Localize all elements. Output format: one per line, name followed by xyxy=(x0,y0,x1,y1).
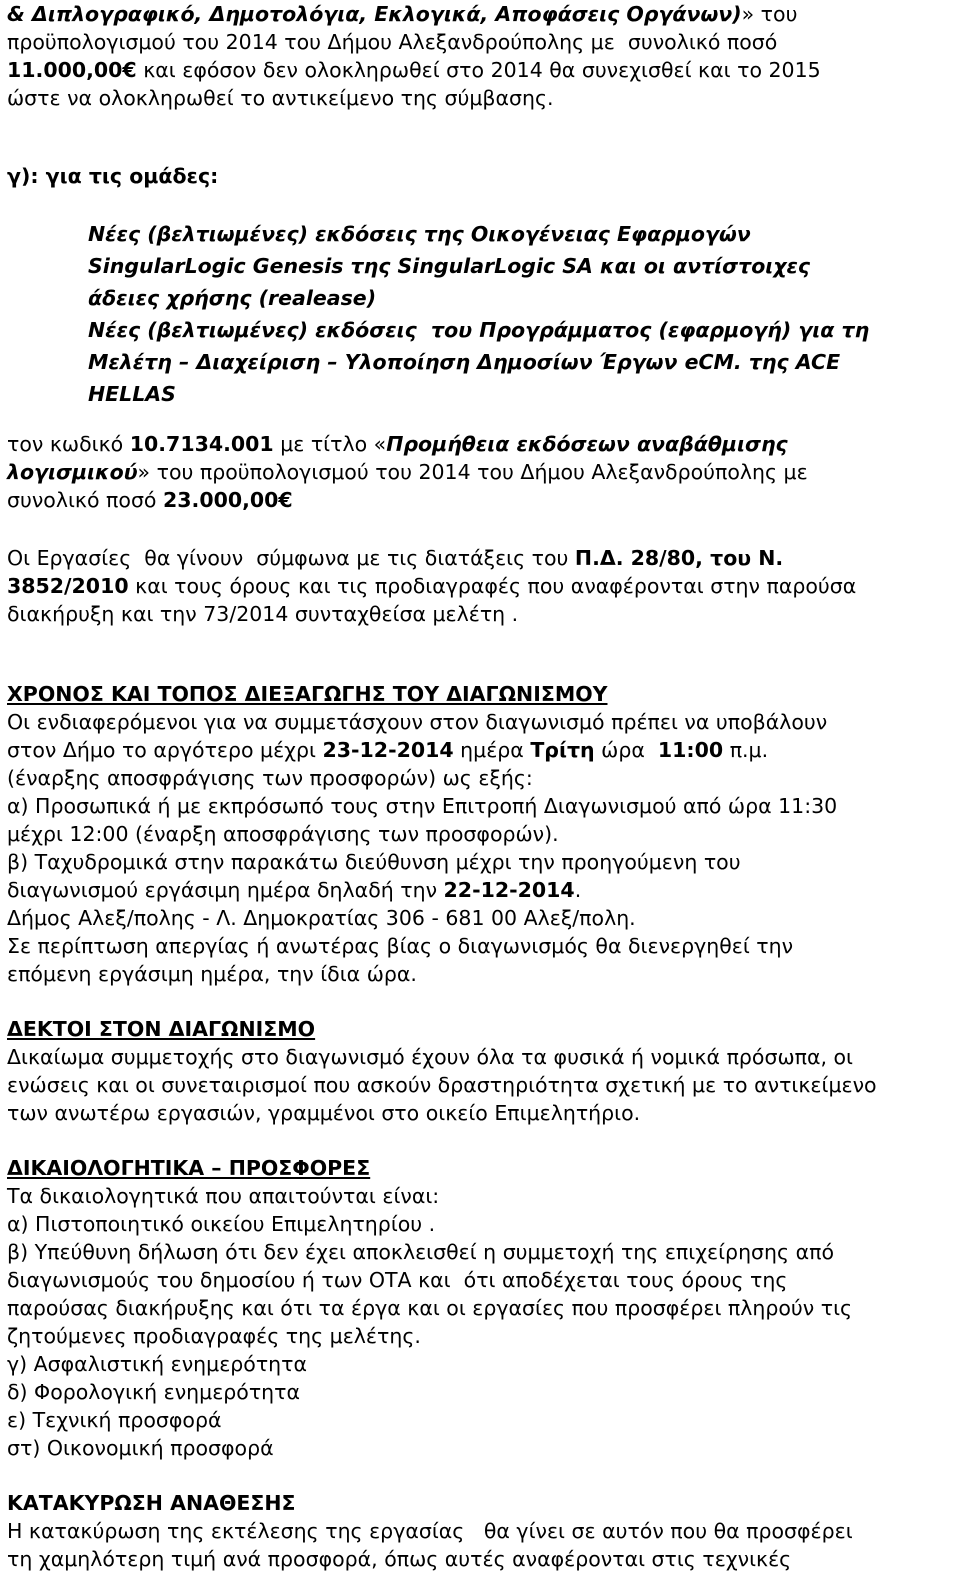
works-line-2 xyxy=(7,572,856,600)
accepted-heading: ΔΕΚΤΟΙ ΣΤΟΝ ΔΙΑΓΩΝΙΣΜΟ xyxy=(7,1017,316,1041)
docs-line: στ) Οικονομική προσφορά xyxy=(7,1436,274,1460)
deadline-text: ώρα xyxy=(594,738,658,762)
works-text: Οι Εργασίες θα γίνουν σύμφωνα με τις διατάξεις του xyxy=(7,546,575,570)
works-law-number: 3852/2010 xyxy=(7,574,129,598)
supply-title: Προμήθεια εκδόσεων αναβάθμισης xyxy=(386,432,788,456)
accepted-line: των ανωτέρω εργασιών, γραμμένοι στο οικείο Επιμελητήριο. xyxy=(7,1101,641,1125)
deadline-text: στον Δήμο το αργότερο μέχρι xyxy=(7,738,323,762)
intro-amount: 11.000,00€ xyxy=(7,58,137,82)
time-place-line: μέχρι 12:00 (έναρξη αποσφράγισης των προσφορών). xyxy=(7,822,559,846)
intro-text: και εφόσον δεν ολοκληρωθεί στο 2014 θα συνεχισθεί και το 2015 xyxy=(136,58,821,82)
works-line-3: διακήρυξη και την 73/2014 συνταχθείσα μελέτη . xyxy=(7,602,519,626)
works-law: Π.Δ. 28/80, του Ν. xyxy=(574,546,784,570)
intro-bold-title: & Διπλογραφικό, Δημοτολόγια, Εκλογικά, Αποφάσεις Οργάνων) xyxy=(7,2,742,26)
deadline-day: Τρίτη xyxy=(530,738,595,762)
supply-title: λογισμικού xyxy=(7,460,138,484)
time-place-line: Οι ενδιαφερόμενοι για να συμμετάσχουν στον διαγωνισμό πρέπει να υποβάλουν xyxy=(7,710,828,734)
works-text: και τους όρους και τις προδιαγραφές που αναφέρονται στην παρούσα xyxy=(128,574,857,598)
docs-heading: ΔΙΚΑΙΟΛΟΓΗΤΙΚΑ – ΠΡΟΣΦΟΡΕΣ xyxy=(7,1156,371,1180)
docs-line: α) Πιστοποιητικό οικείου Επιμελητηρίου . xyxy=(7,1212,436,1236)
group-c-heading: γ): για τις ομάδες: xyxy=(7,164,219,188)
deadline-time: 11:00 xyxy=(657,738,724,762)
group-c-item: SingularLogic Genesis της SingularLogic SA και οι αντίστοιχες xyxy=(88,254,811,278)
code-line-2 xyxy=(7,458,808,486)
deadline-date: 23-12-2014 xyxy=(322,738,454,762)
time-place-line xyxy=(7,876,581,904)
time-place-line: Σε περίπτωση απεργίας ή ανωτέρας βίας ο διαγωνισμός θα διενεργηθεί την xyxy=(7,934,794,958)
deadline-text: ημέρα xyxy=(453,738,531,762)
time-place-address: Δήμος Αλεξ/πολης - Λ. Δημοκρατίας 306 - 681 00 Αλεξ/πολη. xyxy=(7,906,636,930)
intro-line-4: ώστε να ολοκληρωθεί το αντικείμενο της σύμβασης. xyxy=(7,86,554,110)
code-mid: με τίτλο « xyxy=(273,432,387,456)
amount-line xyxy=(7,486,293,514)
group-c-item: άδειες χρήσης (realease) xyxy=(88,286,377,310)
docs-line: ε) Τεχνική προσφορά xyxy=(7,1408,222,1432)
code-rest: » του προϋπολογισμού του 2014 του Δήμου Αλεξανδρούπολης με xyxy=(137,460,808,484)
docs-line: Τα δικαιολογητικά που απαιτούνται είναι: xyxy=(7,1184,440,1208)
docs-line: δ) Φορολογική ενημερότητα xyxy=(7,1380,301,1404)
docs-line: διαγωνισμούς του δημοσίου ή των ΟΤΑ και ότι αποδέχεται τους όρους της xyxy=(7,1268,788,1292)
intro-text: » του xyxy=(741,2,798,26)
intro-line-1 xyxy=(7,0,797,28)
time-place-line: (έναρξης αποσφράγισης των προσφορών) ως εξής: xyxy=(7,766,533,790)
time-place-line: β) Ταχυδρομικά στην παρακάτω διεύθυνση μέχρι την προηγούμενη του xyxy=(7,850,741,874)
group-c-item: Μελέτη – Διαχείριση – Υλοποίηση Δημοσίων Έργων eCM. της ACE xyxy=(88,350,841,374)
accepted-line: ενώσεις και οι συνεταιρισμοί που ασκούν δραστηριότητα σχετική με το αντικείμενο xyxy=(7,1073,877,1097)
amount-prefix: συνολικό ποσό xyxy=(7,488,163,512)
group-c-item: Νέες (βελτιωμένες) εκδόσεις της Οικογένειας Εφαρμογών xyxy=(88,222,751,246)
time-place-heading: ΧΡΟΝΟΣ ΚΑΙ ΤΟΠΟΣ ΔΙΕΞΑΓΩΓΗΣ ΤΟΥ ΔΙΑΓΩΝΙΣΜΟΥ xyxy=(7,682,608,706)
time-place-line: α) Προσωπικά ή με εκπρόσωπό τους στην Επιτροπή Διαγωνισμού από ώρα 11:30 xyxy=(7,794,838,818)
award-line: Η κατακύρωση της εκτέλεσης της εργασίας θα γίνει σε αυτόν που θα προσφέρει xyxy=(7,1519,853,1543)
intro-line-3 xyxy=(7,56,821,84)
group-c-item: HELLAS xyxy=(88,382,176,406)
code-value: 10.7134.001 xyxy=(129,432,274,456)
code-line xyxy=(7,430,788,458)
award-heading: ΚΑΤΑΚΥΡΩΣΗ ΑΝΑΘΕΣΗΣ xyxy=(7,1491,296,1515)
postal-date: 22-12-2014 xyxy=(443,878,575,902)
accepted-line: Δικαίωμα συμμετοχής στο διαγωνισμό έχουν όλα τα φυσικά ή νομικά πρόσωπα, οι xyxy=(7,1045,853,1069)
code-prefix: τον κωδικό xyxy=(7,432,130,456)
postal-text: διαγωνισμού εργάσιμη ημέρα δηλαδή την xyxy=(7,878,444,902)
docs-line: ζητούμενες προδιαγραφές της μελέτης. xyxy=(7,1324,421,1348)
time-place-deadline xyxy=(7,736,768,764)
award-line: τη χαμηλότερη τιμή ανά προσφορά, όπως αυτές αναφέρονται στις τεχνικές xyxy=(7,1547,792,1571)
amount-value: 23.000,00€ xyxy=(163,488,293,512)
deadline-text: π.μ. xyxy=(723,738,769,762)
docs-line: γ) Ασφαλιστική ενημερότητα xyxy=(7,1352,308,1376)
time-place-line: επόμενη εργάσιμη ημέρα, την ίδια ώρα. xyxy=(7,962,417,986)
intro-line-2: προϋπολογισμού του 2014 του Δήμου Αλεξανδρούπολης με συνολικό ποσό xyxy=(7,30,778,54)
postal-text: . xyxy=(574,878,582,902)
works-line-1 xyxy=(7,544,783,572)
docs-line: παρούσας διακήρυξης και ότι τα έργα και οι εργασίες που προσφέρει πληρούν τις xyxy=(7,1296,853,1320)
docs-line: β) Υπεύθυνη δήλωση ότι δεν έχει αποκλεισθεί η συμμετοχή της επιχείρησης από xyxy=(7,1240,834,1264)
group-c-item: Νέες (βελτιωμένες) εκδόσεις του Προγράμματος (εφαρμογή) για τη xyxy=(88,318,870,342)
